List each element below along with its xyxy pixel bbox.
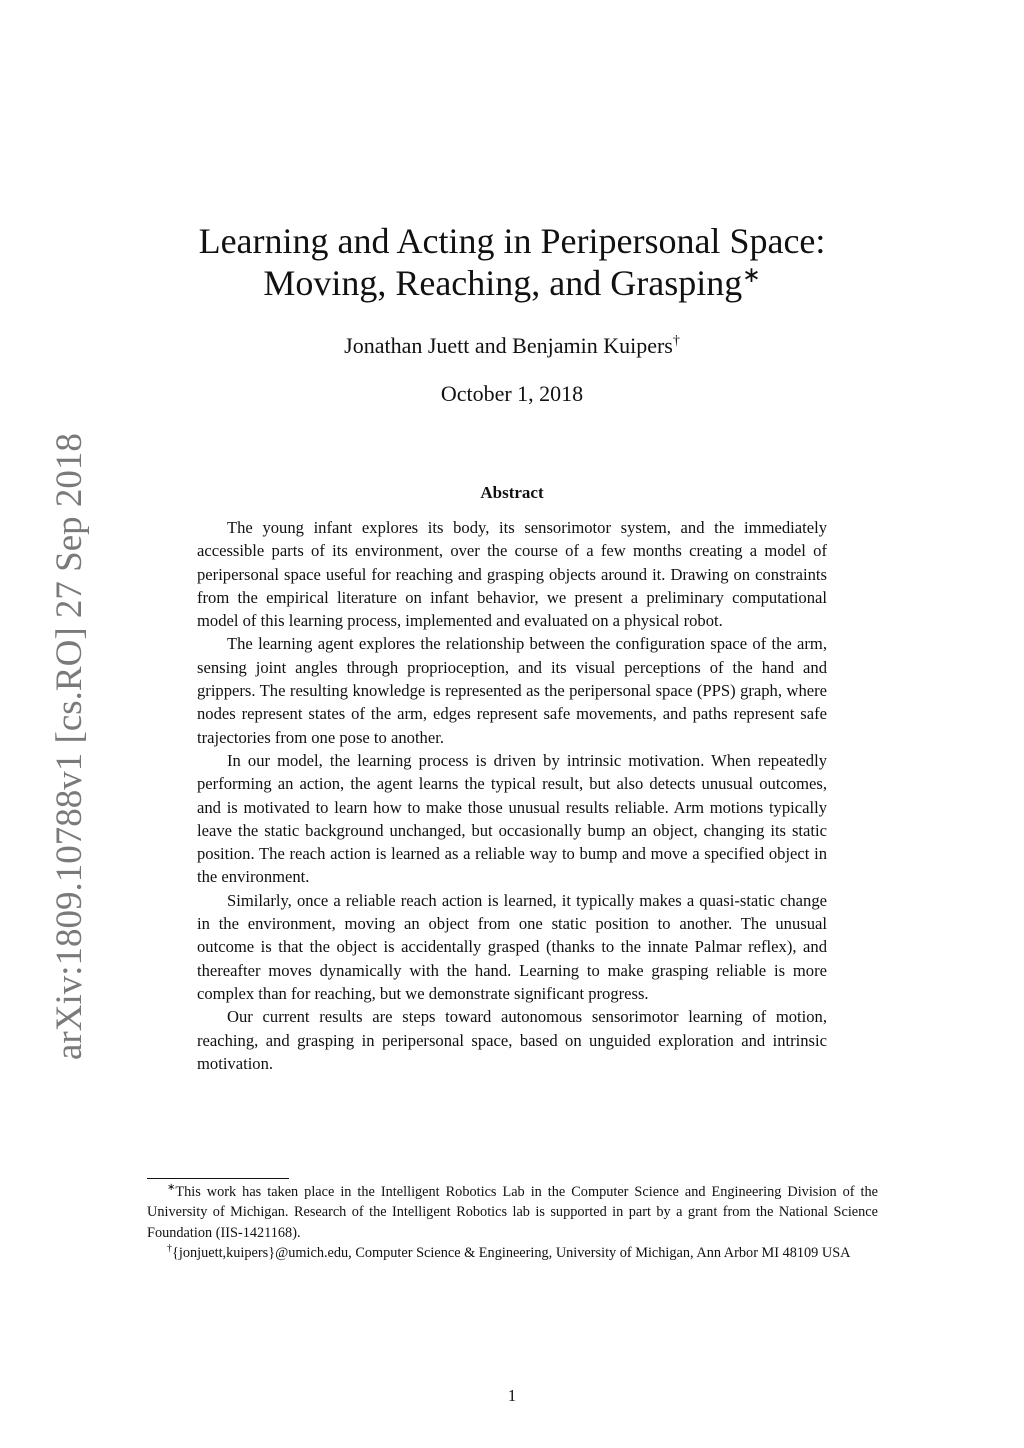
footnote-text: {jonjuett,kuipers}@umich.edu, Computer Science & Engineering, University of Michigan, Ann Arbor MI 48109 USA [172,1244,851,1261]
title-line-2-text: Moving, Reaching, and Grasping [263,263,743,303]
title-footnote-mark[interactable]: ∗ [742,262,761,287]
arxiv-identifier-stamp: arXiv:1809.10788v1 [cs.RO] 27 Sep 2018 [49,433,90,1060]
title-line-1: Learning and Acting in Peripersonal Space: [198,221,826,261]
abstract-paragraph: The learning agent explores the relationship between the configuration space of the arm, sensing joint angles through proprioception, and its visual perceptions of the hand and grippers. The resulting knowledge is represented as the peripersonal space (PPS) graph, where nodes represent states of the arm, edges represent safe movements, and paths represent safe trajectories from one pose to another. [197,634,827,747]
footnote-contact [147,1243,878,1263]
footnote-mark: † [167,1243,172,1255]
abstract-paragraph: In our model, the learning process is driven by intrinsic motivation. When repeatedly performing an action, the agent learns the typical result, but also detects unusual outcomes, and is motivated to learn how to make those unusual results reliable. Arm motions typically leave the static background unchanged, but occasionally bump an object, changing its static position. The reach action is learned as a reliable way to bump and move a specified object in the environment. [197,750,827,887]
abstract-paragraph: Similarly, once a reliable reach action is learned, it typically makes a quasi-static change in the environment, moving an object from one static position to another. The unusual outcome is that the object is accidentally grasped (thanks to the innate Palmar reflex), and thereafter moves dynamically with the hand. Learning to make grasping reliable is more complex than for reaching, but we demonstrate significant progress. [197,890,827,1003]
abstract-paragraph: The young infant explores its body, its sensorimotor system, and the immediately accessible parts of its environment, over the course of a few months creating a model of peripersonal space useful for reaching and grasping objects around it. Drawing on constraints from the empirical literature on infant behavior, we present a preliminary computational model of this learning process, implemented and evaluated on a physical robot. [197,518,827,631]
abstract-body [197,516,827,1075]
footnote-divider [147,1178,289,1179]
publication-date: October 1, 2018 [440,381,584,406]
footnote-text: This work has taken place in the Intelligent Robotics Lab in the Computer Science and Engineering Division of the University of Michigan. Research of the Intelligent Robotics lab is supported in part by a grant from the National Science Foundation (IIS-1421168). [147,1184,878,1241]
paper-title [0,220,1024,304]
author-footnote-mark[interactable]: † [672,333,680,349]
author-list [0,332,1024,360]
page-number: 1 [507,1386,517,1405]
author-names: Jonathan Juett and Benjamin Kuipers [344,333,673,358]
footnotes [147,1182,878,1263]
title-line-2 [0,262,1024,304]
abstract-paragraph: Our current results are steps toward autonomous sensorimotor learning of motion, reaching, and grasping in peripersonal space, based on unguided exploration and intrinsic motivation. [197,1007,827,1073]
abstract-heading: Abstract [480,483,544,502]
footnote-funding [147,1182,878,1243]
footnote-mark: ∗ [167,1182,176,1194]
